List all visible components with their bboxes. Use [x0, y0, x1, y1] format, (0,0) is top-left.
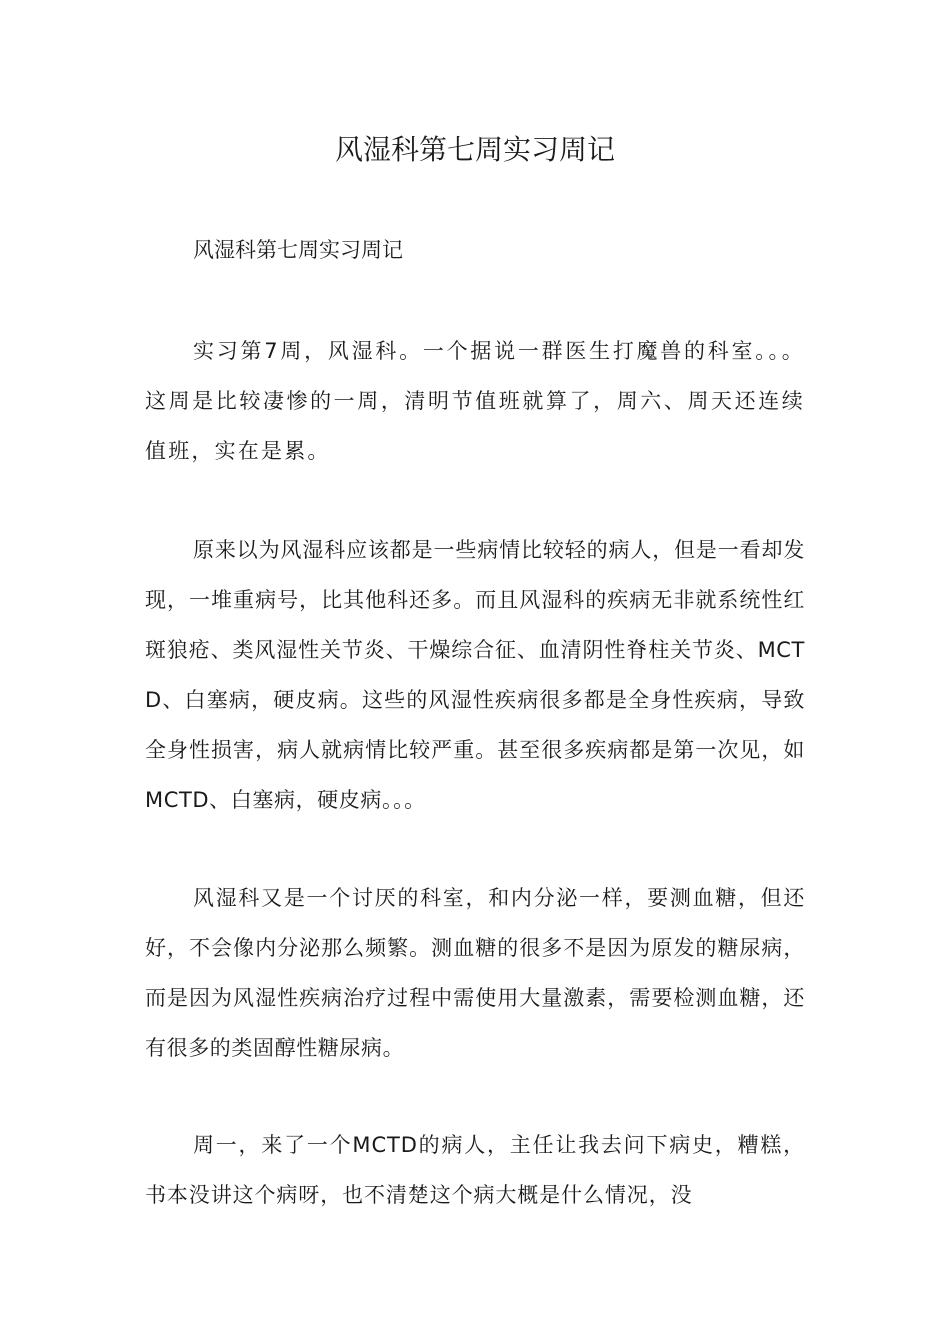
paragraph-2: 原来以为风湿科应该都是一些病情比较轻的病人，但是一看却发现，一堆重病号，比其他科还多。而且风湿科的疾病无非就系统性红斑狼疮、类风湿性关节炎、干燥综合征、血清阴性脊柱关节炎、MCTD、白塞病，硬皮病。这些的风湿性疾病很多都是全身性疾病，导致全身性损害，病人就病情比较严重。甚至很多疾病都是第一次见，如MCTD、白塞病，硬皮病。。。	[145, 538, 805, 812]
document-title: 风湿科第七周实习周记	[334, 133, 615, 166]
paragraph-4: 周一，来了一个MCTD的病人，主任让我去问下病史，糟糕，书本没讲这个病呀，也不清楚这个病大概是什么情况，没	[145, 1133, 805, 1207]
paragraph-1: 实习第7周，风湿科。一个据说一群医生打魔兽的科室。。。这周是比较凄惨的一周，清明节值班就算了，周六、周天还连续值班，实在是累。	[145, 339, 805, 463]
paragraph-3: 风湿科又是一个讨厌的科室，和内分泌一样，要测血糖，但还好，不会像内分泌那么频繁。测血糖的很多不是因为原发的糖尿病，而是因为风湿性疾病治疗过程中需使用大量激素，需要检测血糖，还有很多的类固醇性糖尿病。	[145, 886, 805, 1060]
document-subtitle: 风湿科第七周实习周记	[193, 238, 403, 262]
